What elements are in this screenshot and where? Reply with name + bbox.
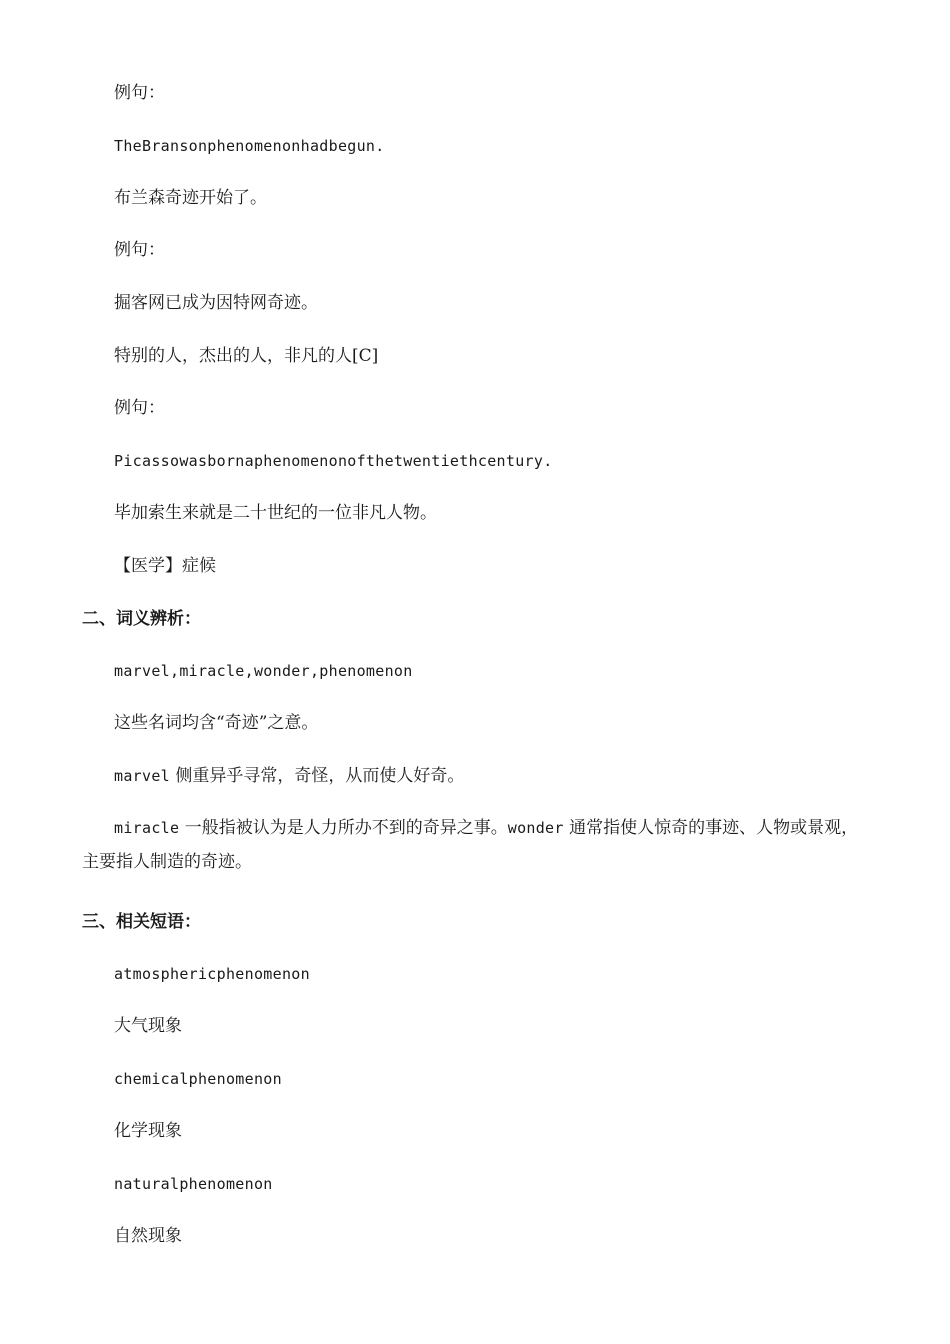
term-wonder: wonder: [507, 819, 564, 837]
synonym-words: marvel,miracle,wonder,phenomenon: [114, 662, 413, 680]
example-sentence-zh: 布兰森奇迹开始了。: [114, 188, 267, 208]
section-heading-phrases: 三、相关短语：: [82, 912, 201, 932]
term-miracle: miracle: [114, 819, 180, 837]
definition-line: 特别的人，杰出的人，非凡的人[C]: [114, 346, 379, 366]
phrase-en: atmosphericphenomenon: [114, 965, 310, 983]
marvel-description: 侧重异乎寻常，奇怪，从而使人好奇。: [175, 766, 465, 786]
marvel-explanation: [114, 764, 464, 788]
example-label: 例句：: [114, 83, 165, 103]
miracle-wonder-paragraph: [82, 811, 862, 879]
synonym-intro: 这些名词均含“奇迹”之意。: [114, 713, 319, 733]
phrase-en: chemicalphenomenon: [114, 1070, 282, 1088]
example-sentence-zh: 掘客网已成为因特网奇迹。: [114, 293, 318, 313]
phrase-zh: 自然现象: [114, 1226, 182, 1246]
phrase-en: naturalphenomenon: [114, 1175, 273, 1193]
definition-line: 【医学】症候: [114, 556, 216, 576]
phrase-zh: 化学现象: [114, 1121, 182, 1141]
miracle-description: 一般指被认为是人力所办不到的奇异之事。: [184, 818, 508, 838]
phrase-zh: 大气现象: [114, 1016, 182, 1036]
section-heading-synonyms: 二、词义辨析：: [82, 609, 201, 629]
example-sentence-zh: 毕加索生来就是二十世纪的一位非凡人物。: [114, 503, 437, 523]
term-marvel: marvel: [114, 767, 170, 785]
example-sentence-en: Picassowasbornaphenomenonofthetwentiethcentury.: [114, 452, 553, 470]
wonder-description: 通常指使人惊奇的事迹、人物或景观，主要指人制造的奇迹。: [82, 818, 859, 872]
example-sentence-en: TheBransonphenomenonhadbegun.: [114, 137, 385, 155]
example-label: 例句：: [114, 240, 165, 260]
example-label: 例句：: [114, 398, 165, 418]
